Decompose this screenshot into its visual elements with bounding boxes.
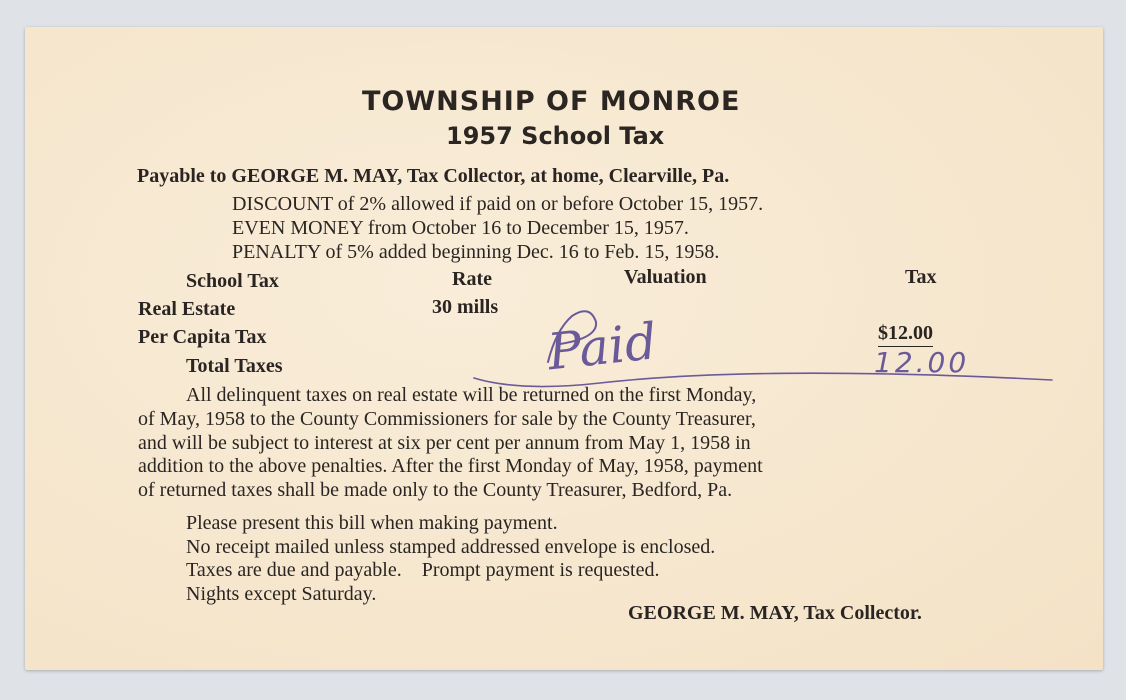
collector-signature-line: GEORGE M. MAY, Tax Collector. [628, 602, 922, 624]
handwritten-paid: Paid [544, 312, 660, 382]
row-real-estate-rate: 30 mills [432, 296, 499, 318]
header-rate: Rate [452, 268, 492, 290]
row-total-label: Total Taxes [186, 355, 283, 377]
instruction-line-3: Taxes are due and payable. Prompt payment is requested. [186, 559, 660, 581]
notice-line-5: of returned taxes shall be made only to the County Treasurer, Bedford, Pa. [138, 479, 733, 501]
header-tax: Tax [905, 266, 937, 288]
document-title: TOWNSHIP OF MONROE [362, 86, 741, 117]
penalty-term: PENALTY of 5% added beginning Dec. 16 to Feb. 15, 1958. [232, 241, 720, 263]
notice-line-4: addition to the above penalties. After the first Monday of May, 1958, payment [138, 455, 763, 477]
instruction-line-1: Please present this bill when making payment. [186, 512, 558, 534]
instruction-line-2: No receipt mailed unless stamped addressed envelope is enclosed. [186, 536, 716, 558]
header-school-tax: School Tax [186, 270, 279, 292]
row-per-capita-label: Per Capita Tax [138, 326, 267, 348]
instruction-line-4: Nights except Saturday. [186, 583, 377, 605]
even-money-term: EVEN MONEY from October 16 to December 15, 1957. [232, 217, 689, 239]
notice-line-1: All delinquent taxes on real estate will be returned on the first Monday, [186, 384, 757, 406]
document-subtitle: 1957 School Tax [446, 122, 665, 150]
handwritten-total-amount: 12.00 [874, 346, 970, 379]
row-per-capita-tax: $12.00 [878, 322, 933, 347]
row-real-estate-label: Real Estate [138, 298, 236, 320]
notice-line-2: of May, 1958 to the County Commissioners for sale by the County Treasurer, [138, 408, 756, 430]
notice-line-3: and will be subject to interest at six per cent per annum from May 1, 1958 in [138, 432, 751, 454]
discount-term: DISCOUNT of 2% allowed if paid on or before October 15, 1957. [232, 193, 764, 215]
payable-line: Payable to GEORGE M. MAY, Tax Collector, at home, Clearville, Pa. [137, 165, 730, 187]
header-valuation: Valuation [624, 266, 707, 288]
